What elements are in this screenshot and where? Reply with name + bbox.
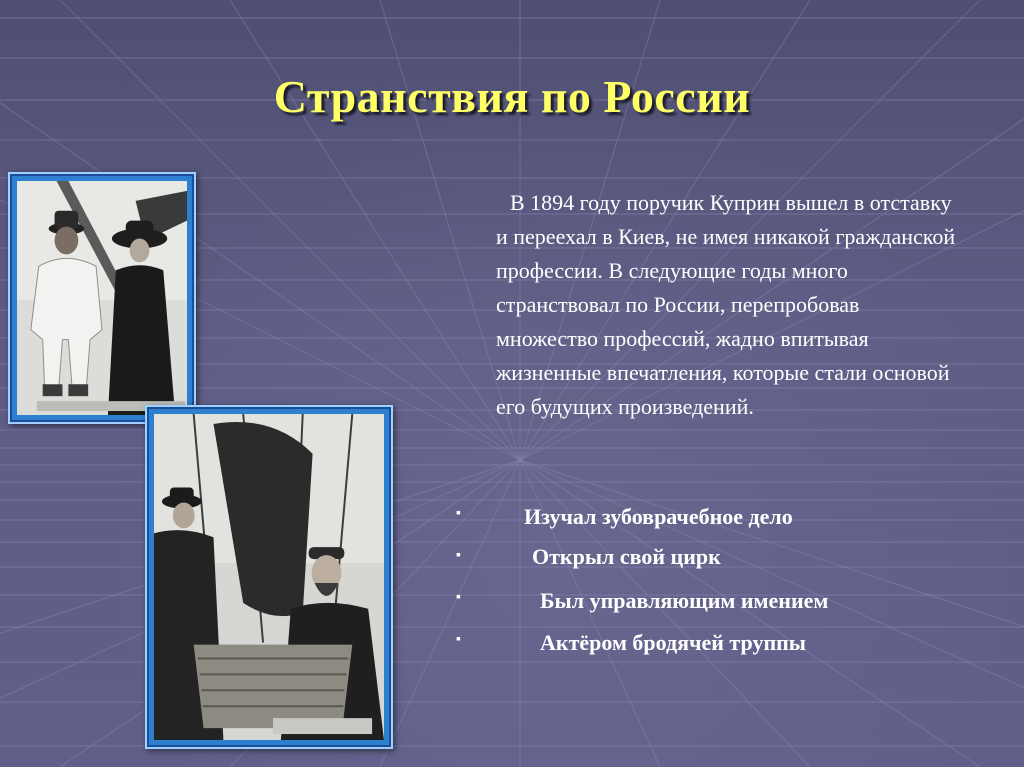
square-bullet-icon: ▪	[456, 632, 461, 647]
square-bullet-icon: ▪	[456, 590, 461, 605]
photo-frame-1	[8, 172, 196, 424]
intro-paragraph	[496, 186, 966, 424]
bullet-text: Изучал зубоврачебное дело	[524, 504, 793, 529]
intro-paragraph-text: В 1894 году поручик Куприн вышел в отставку и переехал в Киев, не имея никакой гражданской профессии. В следующие годы много странствовал по России, перепробовав множество профессий, жадно впитывая жизненные впечатления, которые стали основой его будущих произведений.	[496, 190, 956, 419]
photo-balloon-basket-before-flight-icon	[154, 414, 384, 740]
photo-frame-2	[145, 405, 393, 749]
square-bullet-icon: ▪	[456, 506, 461, 521]
square-bullet-icon: ▪	[456, 548, 461, 563]
photo-diver-suit-and-woman-icon	[17, 181, 187, 415]
bullet-text: Актёром бродячей труппы	[540, 630, 806, 655]
slide-title: Странствия по России	[273, 71, 751, 122]
bullet-text: Открыл свой цирк	[532, 544, 721, 569]
bullet-text: Был управляющим имением	[540, 588, 829, 613]
